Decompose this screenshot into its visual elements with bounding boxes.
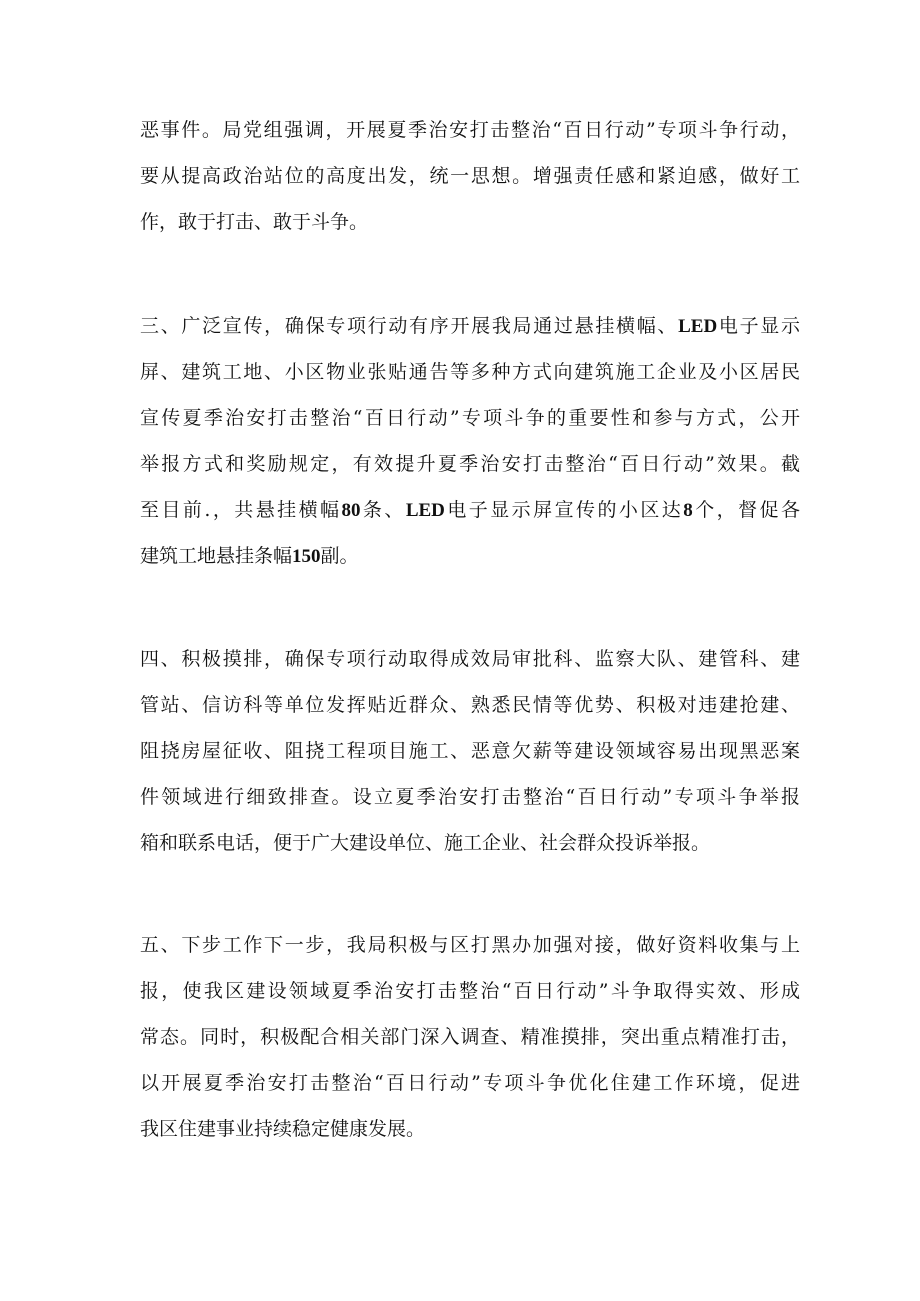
text-line: 屏、建筑工地、小区物业张贴通告等多种方式向建筑施工企业及小区居民: [140, 361, 800, 383]
text-line: 报，使我区建设领域夏季治安打击整治“百日行动”斗争取得实效、形成: [140, 980, 800, 1002]
text-line: 管站、信访科等单位发挥贴近群众、熟悉民情等优势、积极对违建抢建、: [140, 694, 800, 716]
text-line: 五、下步工作下一步，我局积极与区打黑办加强对接，做好资料收集与上: [140, 934, 800, 956]
text-line: 我区住建事业持续稳定健康发展。: [140, 1118, 426, 1140]
text-line: 作，敢于打击、敢于斗争。: [140, 211, 369, 233]
text-line: 建筑工地悬挂条幅150副。: [140, 545, 359, 567]
text-line: 举报方式和奖励规定，有效提升夏季治安打击整治“百日行动”效果。截: [140, 453, 800, 475]
paragraph-section-3: [140, 303, 800, 579]
text-line: 三、广泛宣传，确保专项行动有序开展我局通过悬挂横幅、LED电子显示: [140, 315, 800, 337]
text-line: 至目前.，共悬挂横幅80条、LED电子显示屏宣传的小区达8个，督促各: [140, 499, 800, 521]
paragraph-section-4: [140, 636, 800, 866]
text-line: 件领域进行细致排查。设立夏季治安打击整治“百日行动”专项斗争举报: [140, 786, 800, 808]
text-line: 四、积极摸排，确保专项行动取得成效局审批科、监察大队、建管科、建: [140, 648, 800, 670]
text-line: 要从提高政治站位的高度出发，统一思想。增强责任感和紧迫感，做好工: [140, 165, 800, 187]
text-line: 常态。同时，积极配合相关部门深入调查、精准摸排，突出重点精准打击，: [140, 1026, 800, 1048]
text-line: 阻挠房屋征收、阻挠工程项目施工、恶意欠薪等建设领域容易出现黑恶案: [140, 740, 800, 762]
paragraph-section-5: [140, 922, 800, 1152]
text-line: 以开展夏季治安打击整治“百日行动”专项斗争优化住建工作环境，促进: [140, 1072, 800, 1094]
paragraph-continuation: [140, 107, 800, 245]
text-line: 箱和联系电话，便于广大建设单位、施工企业、社会群众投诉举报。: [140, 832, 711, 854]
text-line: 恶事件。局党组强调，开展夏季治安打击整治“百日行动”专项斗争行动，: [140, 119, 800, 141]
text-line: 宣传夏季治安打击整治“百日行动”专项斗争的重要性和参与方式，公开: [140, 407, 800, 429]
